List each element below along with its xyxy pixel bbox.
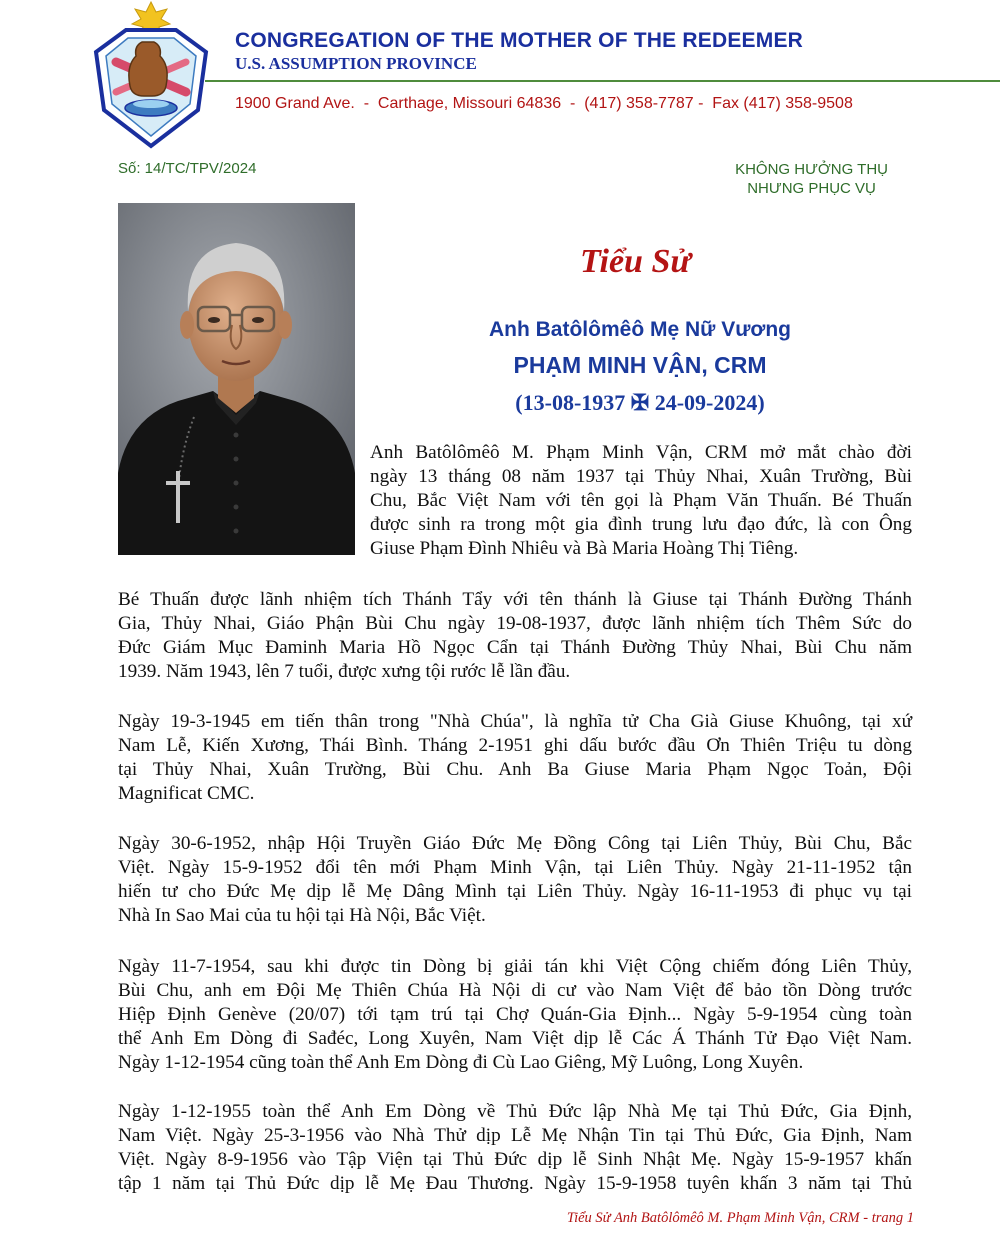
paragraph-line: Giuse Phạm Đình Nhiêu và Bà Maria Hoàng Thị Tiêng. [370,538,799,559]
paragraph-line: Nam Lễ, Kiến Xương, Thái Bình. Tháng 2-1951 ghi dấu bước đầu Ơn Thiên Triệu tu dòng [118,735,912,756]
paragraph-line: Đức Giám Mục Đaminh Maria Hồ Ngọc Cẩn tại Thánh Đường Thủy Nhai, Bùi Chu năm [118,637,912,658]
province-name: U.S. ASSUMPTION PROVINCE [235,54,477,73]
paragraph-line: tại Thủy Nhai, Xuân Trường, Bùi Chu. Anh Ba Giuse Maria Phạm Ngọc Toản, Đội [118,759,912,780]
paragraph-line: Chu, Bắc Việt Nam với tên gọi là Phạm Văn Thuấn. Bé Thuấn [370,490,912,511]
paragraph-line: Nhà In Sao Mai của tu hội tại Hà Nội, Bắc Việt. [118,905,486,926]
paragraph-line: hiến tư cho Đức Mẹ dịp lễ Mẹ Dâng Mình tại Liên Thủy. Ngày 16-11-1953 đi phục vụ tại [118,881,912,902]
paragraph-line: Gia, Thủy Nhai, Giáo Phận Bùi Chu ngày 19-08-1937, được lãnh nhiệm tích Thêm Sức do [118,613,912,634]
paragraph-line: Ngày 30-6-1952, nhập Hội Truyền Giáo Đức Mẹ Đồng Công tại Liên Thủy, Bùi Chu, Bắc [118,833,912,854]
paragraph-line: Ngày 19-3-1945 em tiến thân trong "Nhà Chúa", là nghĩa tử Cha Già Giuse Khuông, tại xứ [118,711,912,732]
paragraph-line: Việt. Ngày 8-9-1956 vào Tập Viện tại Thủ Đức dịp lễ Sinh Nhật Mẹ. Ngày 15-9-1957 khấn [118,1149,912,1170]
paragraph-line: Việt. Ngày 15-9-1952 đổi tên mới Phạm Minh Vận, tại Liên Thủy. Ngày 21-11-1952 tận [118,857,912,878]
paragraph-line: Bùi Chu, anh em Đội Mẹ Thiên Chúa Hà Nội di cư vào Nam Việt để bảo tồn Dòng trước [118,980,912,1001]
document-number: Số: 14/TC/TPV/2024 [118,160,257,177]
paragraph-line: tập 1 năm tại Thủ Đức dịp lễ Mẹ Đau Thương. Ngày 15-9-1958 tuyên khấn 3 năm tại Thủ [118,1173,912,1194]
paragraph-line: thể Anh Em Dòng đi Sađéc, Long Xuyên, Nam Việt dịp lễ Các Á Thánh Tử Đạo Việt Nam. [118,1028,912,1049]
paragraph-line: được sinh ra trong một gia đình trung lưu đạo đức, là con Ông [370,514,912,535]
paragraph-line: Nam Việt. Ngày 25-3-1956 vào Nhà Thử dịp Lễ Mẹ Nhận Tin tại Thủ Đức, Gia Định, Nam [118,1125,912,1146]
motto [735,160,888,198]
biography-paragraph [118,588,912,684]
congregation-logo [86,0,216,150]
subject-name: PHẠM MINH VẬN, CRM [513,352,767,378]
biography-paragraph [118,832,912,928]
biography-paragraph [118,710,912,806]
paragraph-line: Hiệp Định Genève (20/07) tới tạm trú tại Chợ Quán-Gia Định... Ngày 5-9-1954 cùng toàn [118,1004,912,1025]
paragraph-line: Ngày 1-12-1955 toàn thể Anh Em Dòng về Thủ Đức lập Nhà Mẹ tại Thủ Đức, Gia Định, [118,1101,912,1122]
portrait-photo [118,203,355,555]
header-divider [205,80,1000,82]
life-dates: (13-08-1937 ✠ 24-09-2024) [515,390,765,415]
address-line: 1900 Grand Ave. - Carthage, Missouri 64836 - (417) 358-7787 - Fax (417) 358-9508 [235,95,853,112]
org-name: CONGREGATION OF THE MOTHER OF THE REDEEMER [235,29,804,52]
biography-paragraph [118,955,912,1075]
subject-subtitle: Anh Batôlômêô Mẹ Nữ Vương [488,318,791,341]
paragraph-line: Magnificat CMC. [118,783,255,804]
paragraph-line: ngày 13 tháng 08 năm 1937 tại Thủy Nhai, Xuân Trường, Bùi [370,466,912,487]
paragraph-line: Anh Batôlômêô M. Phạm Minh Vận, CRM mở mắt chào đời [370,442,912,463]
motto-line: NHƯNG PHỤC VỤ [747,180,876,197]
paragraph-line: Ngày 1-12-1954 cũng toàn thể Anh Em Dòng đi Cù Lao Giêng, Mỹ Luông, Long Xuyên. [118,1052,804,1073]
paragraph-line: Bé Thuấn được lãnh nhiệm tích Thánh Tẩy với tên thánh là Giuse tại Thánh Đường Thánh [118,589,912,610]
page-footer: Tiểu Sử Anh Batôlômêô M. Phạm Minh Vận, CRM - trang 1 [566,1210,914,1226]
biography-paragraph [370,441,912,561]
paragraph-line: 1939. Năm 1943, lên 7 tuổi, được xưng tội rước lễ lần đầu. [118,661,571,682]
paragraph-line: Ngày 11-7-1954, sau khi được tin Dòng bị giải tán khi Việt Cộng chiếm đóng Liên Thủy, [118,956,912,977]
motto-line: KHÔNG HƯỞNG THỤ [735,161,888,178]
biography-paragraph [118,1100,912,1196]
document-title: Tiểu Sử [580,243,691,280]
